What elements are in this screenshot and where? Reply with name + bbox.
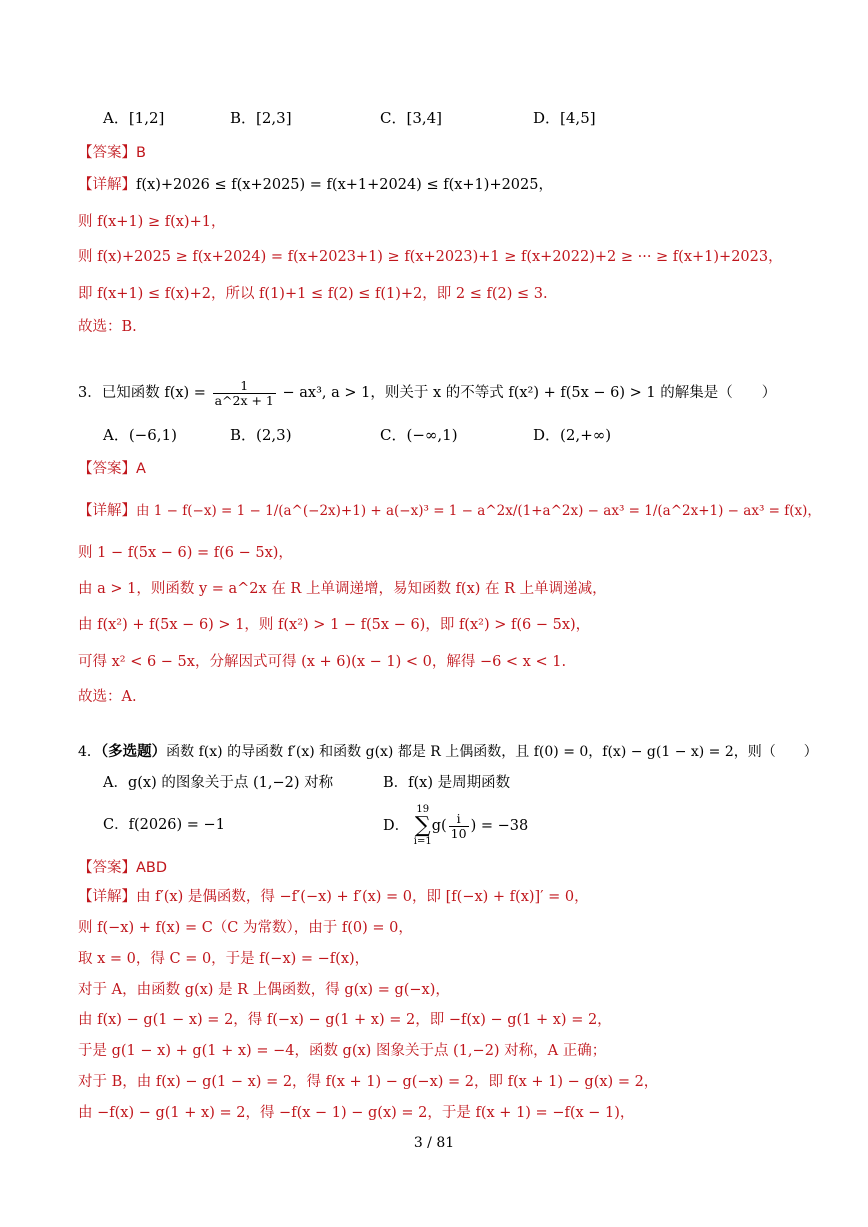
answer-label: 【答案】 xyxy=(78,145,136,161)
q4-option-d-end: ) = −38 xyxy=(470,818,529,834)
q3-frac-num: 1 xyxy=(213,379,276,394)
detail-label: 【详解】 xyxy=(78,177,136,193)
q4-stem-text: 函数 f(x) 的导函数 f′(x) 和函数 g(x) 都是 R 上偶函数，且 f(0) = 0，f(x) − g(1 − x) = 2，则（ ） xyxy=(166,744,818,760)
sum-upper: 19 xyxy=(416,804,430,815)
q3-frac-den: a^2x + 1 xyxy=(214,392,274,408)
answer-value: A xyxy=(136,461,146,477)
q4-detail-line-8: 由 −f(x) − g(1 + x) = 2，得 −f(x − 1) − g(x) = 2，于是 f(x + 1) = −f(x − 1)， xyxy=(78,1105,635,1121)
q3-option-b: B．(2,3) xyxy=(230,426,292,444)
q4-frac-num: i xyxy=(449,812,469,827)
answer-label: 【答案】 xyxy=(78,461,136,477)
detail-label: 【详解】 xyxy=(78,503,136,519)
q3-conclusion: 故选：A. xyxy=(78,689,137,705)
q4-frac-den: 10 xyxy=(450,825,467,841)
q3-detail-line-1 xyxy=(78,500,821,522)
q4-option-d-letter: D． xyxy=(383,818,410,834)
q2-answer-line xyxy=(78,142,146,164)
page-number: 3 / 81 xyxy=(413,1135,455,1151)
q4-detail-line-3: 取 x = 0，得 C = 0，于是 f(−x) = −f(x)， xyxy=(78,951,370,967)
q3-answer-line xyxy=(78,458,146,480)
q2-detail-line-3: 则 f(x)+2025 ≥ f(x+2024) = f(x+2023+1) ≥ f(x+2023)+1 ≥ f(x+2022)+2 ≥ ··· ≥ f(x+1)+2023， xyxy=(78,249,783,265)
answer-value: B xyxy=(136,145,146,161)
q2-conclusion: 故选：B. xyxy=(78,319,137,335)
q2-detail-line-2: 则 f(x+1) ≥ f(x)+1， xyxy=(78,214,226,230)
q4-option-d-g: g( xyxy=(431,818,447,834)
q4-detail-line-6: 于是 g(1 − x) + g(1 + x) = −4，函数 g(x) 图象关于点 (1,−2) 对称，A 正确； xyxy=(78,1043,607,1059)
q2-detail-text-1: f(x)+2026 ≤ f(x+2025) = f(x+1+2024) ≤ f(x+1)+2025， xyxy=(136,177,553,193)
q2-option-d: D．[4,5] xyxy=(533,109,596,127)
q4-option-a: A．g(x) 的图象关于点 (1,−2) 对称 xyxy=(103,775,334,791)
answer-value: ABD xyxy=(136,860,168,876)
q3-detail-line-5: 可得 x² < 6 − 5x，分解因式可得 (x + 6)(x − 1) < 0，解得 −6 < x < 1. xyxy=(78,654,567,670)
answer-label: 【答案】 xyxy=(78,860,136,876)
q4-answer-line xyxy=(78,857,167,879)
q4-detail-line-1 xyxy=(78,886,589,908)
q4-stem xyxy=(78,741,818,763)
q4-detail-line-2: 则 f(−x) + f(x) = C（C 为常数），由于 f(0) = 0， xyxy=(78,920,413,936)
q4-detail-line-7: 对于 B，由 f(x) − g(1 − x) = 2，得 f(x + 1) − g(−x) = 2，即 f(x + 1) − g(x) = 2， xyxy=(78,1074,659,1090)
q2-option-b: B．[2,3] xyxy=(230,109,292,127)
q4-option-d xyxy=(383,805,528,847)
q2-option-c: C．[3,4] xyxy=(380,109,443,127)
sum-lower: i=1 xyxy=(413,836,432,847)
q3-detail-line-4: 由 f(x²) + f(5x − 6) > 1，则 f(x²) > 1 − f(5x − 6)，即 f(x²) > f(6 − 5x)， xyxy=(78,617,591,633)
q4-option-c: C．f(2026) = −1 xyxy=(103,817,225,833)
q3-option-c: C．(−∞,1) xyxy=(380,426,458,444)
q3-option-a: A．(−6,1) xyxy=(103,426,177,444)
q4-detail-text-1: 由 f′(x) 是偶函数，得 −f′(−x) + f′(x) = 0，即 [f(−x) + f(x)]′ = 0， xyxy=(136,889,589,905)
q2-detail-line-4: 即 f(x+1) ≤ f(x)+2，所以 f(1)+1 ≤ f(2) ≤ f(1)+2，即 2 ≤ f(2) ≤ 3. xyxy=(78,286,548,302)
q4-detail-line-5: 由 f(x) − g(1 − x) = 2，得 f(−x) − g(1 + x) = 2，即 −f(x) − g(1 + x) = 2， xyxy=(78,1012,612,1028)
q4-multi-select-tag: （多选题） xyxy=(100,744,167,760)
q2-detail-line-1 xyxy=(78,174,553,196)
q2-option-a: A．[1,2] xyxy=(103,109,165,127)
q4-option-d-fraction xyxy=(449,812,469,841)
q3-detail-line-2: 则 1 − f(5x − 6) = f(6 − 5x)， xyxy=(78,545,293,561)
q4-option-b: B．f(x) 是周期函数 xyxy=(383,775,511,791)
sigma-icon: ∑ xyxy=(414,813,431,838)
q3-stem xyxy=(78,378,776,408)
q4-number: 4． xyxy=(78,744,101,760)
q3-stem-end: − ax³, a > 1，则关于 x 的不等式 f(x²) + f(5x − 6) > 1 的解集是（ ） xyxy=(282,385,777,401)
q3-stem-start: 3．已知函数 f(x) = xyxy=(78,385,206,401)
q4-summation xyxy=(414,805,432,847)
q3-detail-line-3: 由 a > 1，则函数 y = a^2x 在 R 上单调递增，易知函数 f(x) 在 R 上单调递减， xyxy=(78,581,607,597)
q3-option-d: D．(2,+∞) xyxy=(533,426,612,444)
q3-fraction xyxy=(213,379,276,408)
q3-detail-text-1: 由 1 − f(−x) = 1 − 1/(a^(−2x)+1) + a(−x)³ = 1 − a^2x/(1+a^2x) − ax³ = 1/(a^2x+1) − ax³ = f(x)， xyxy=(136,503,821,519)
q4-detail-line-4: 对于 A，由函数 g(x) 是 R 上偶函数，得 g(x) = g(−x)， xyxy=(78,982,450,998)
detail-label: 【详解】 xyxy=(78,889,136,905)
